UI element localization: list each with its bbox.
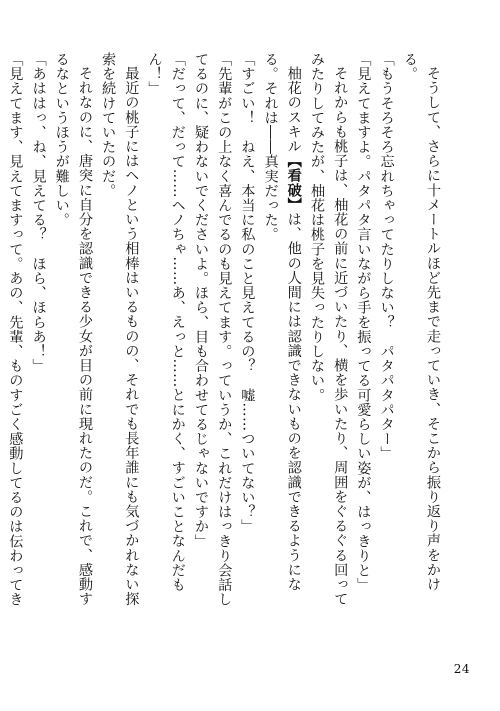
dialogue-line: 「もうそろそろ忘れちゃってたりしない？ パタパタパター」 xyxy=(378,52,395,461)
narration-paragraph: そうして、さらに十メートルほど先まで走っていき、そこから振り返り声をかける。 xyxy=(401,52,441,592)
dialogue-line: 「見えてます、見えてますって。あの、先輩、ものすごく感動してるのは伝わってき xyxy=(7,52,24,607)
narration-paragraph: 最近の桃子にはヘノという相棒はいるものの、それでも長年誰にも気づかれない探索を続けていたのだ。 xyxy=(100,52,140,607)
page-number: 24 xyxy=(453,662,470,676)
narration-paragraph: それからも桃子は、柚花の前に近づいたり、横を歩いたり、周囲をぐるぐる回ってみたりしてみたが、柚花は桃子を見失ったりしない。 xyxy=(308,52,349,607)
skill-name: 【看破】 xyxy=(285,153,302,213)
dialogue-line: 「先輩がこの上なく喜んでるのも見えてます。っていうか、これだけはっきり会話してるのに、疑わないでくださいよ。ほら、目も合わせてるじゃないですか」 xyxy=(192,52,233,607)
dialogue-line: 「すごい！ ねえ、本当に私のこと見えてるの？ 嘘……ついてない？」 xyxy=(239,52,256,534)
skill-sentence-start: 柚花のスキル xyxy=(285,66,302,154)
dialogue-line: 「あははっ、ね、見えてる？ ほら、ほらあ！」 xyxy=(30,52,47,374)
skill-sentence-end: は、他の人間には認識できないものを認識できるようになる。それは――真実だった。 xyxy=(262,52,302,592)
dialogue-line: 「見えてますよ。パタパタ言いながら手を振ってる可愛らしい姿が、はっきりと」 xyxy=(355,52,372,593)
dialogue-line: 「だって、だって……ヘノちゃ……あ、えっと……とにかく、すごいことなんだもん！」 xyxy=(146,52,186,593)
narration-paragraph-skill xyxy=(258,52,304,612)
vertical-text-body xyxy=(7,52,444,612)
narration-paragraph: それなのに、唐突に自分を認識できる少女が目の前に現れたのだ。これで、感動するなというほうが難しい。 xyxy=(53,52,93,607)
